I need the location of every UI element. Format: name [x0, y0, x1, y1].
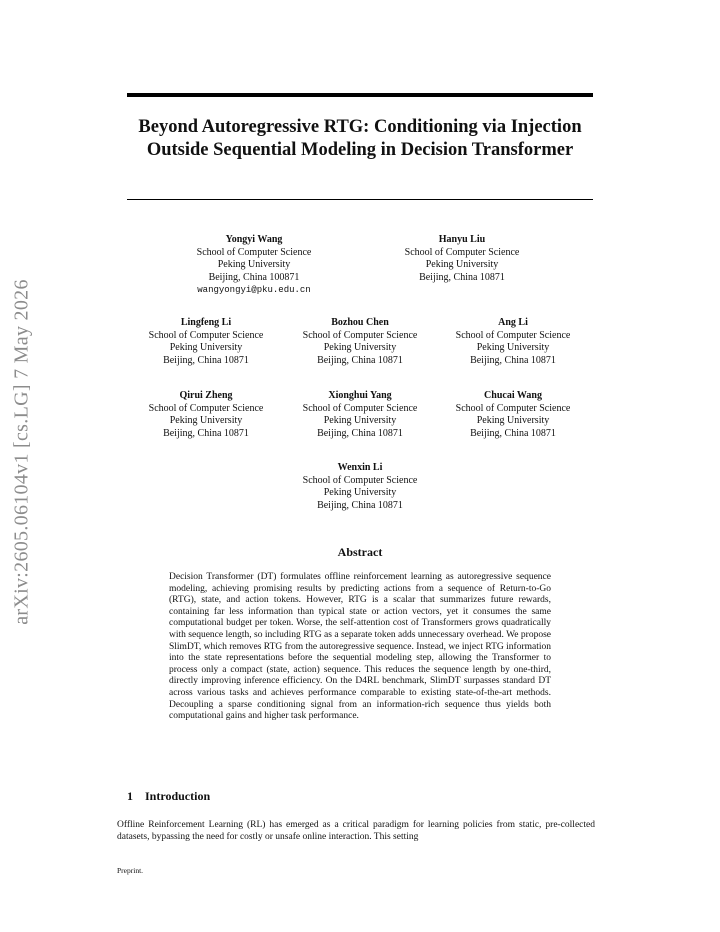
author-university: Peking University: [323, 415, 397, 426]
author-location: Beijing, China 10871: [163, 354, 249, 366]
author-department: School of Computer Science: [455, 329, 571, 341]
author-university: Peking University: [217, 259, 291, 270]
author-location: Beijing, China 10871: [470, 427, 556, 439]
paper-title: Beyond Autoregressive RTG: Conditioning via Injection Outside Sequential Modeling in Decision Transformer: [138, 117, 582, 160]
author-name: Ang Li: [498, 317, 528, 328]
abstract-text: Decision Transformer (DT) formulates offline reinforcement learning as autoregressive sequence modeling, achieving promising results by predicting actions from a sequence of Return-to-Go (RTG), state, and action tokens. However, RTG is a scalar that summarizes future rewards, containing far less information than typical state or action vectors, yet it consumes the same computational budget per token. Worse, the self-attention cost of Transformers grows quadratically with sequence length, so including RTG as a separate token adds unnecessary overhead. We propose SlimDT, which removes RTG from the autoregressive sequence. Instead, we inject RTG information into the state representations before the sequential modeling step, allowing the Transformer to process only a compact (state, action) sequence. This reduces the sequence length by one-third, directly improving inference efficiency. On the D4RL benchmark, SlimDT surpasses standard DT across various tasks and achieves performance comparable to existing state-of-the-art methods. Decoupling a sparse conditioning signal from an information-rich sequence thus yields both computational gains and higher task performance.: [169, 572, 552, 722]
author-department: School of Computer Science: [148, 329, 264, 341]
author-location: Beijing, China 10871: [470, 354, 556, 366]
author-block: [131, 317, 281, 367]
author-university: Peking University: [425, 259, 499, 270]
author-location: Beijing, China 10871: [163, 427, 249, 439]
title-bottom-rule: [127, 199, 593, 200]
author-block: [438, 317, 588, 367]
author-name: Qirui Zheng: [179, 390, 233, 401]
author-department: School of Computer Science: [302, 474, 418, 486]
author-department: School of Computer Science: [404, 246, 520, 258]
author-location: Beijing, China 10871: [419, 271, 505, 283]
author-name: Hanyu Liu: [438, 234, 486, 245]
author-block: [285, 462, 435, 512]
author-name: Xionghui Yang: [328, 390, 392, 401]
section-title: Introduction: [145, 789, 211, 803]
author-name: Lingfeng Li: [180, 317, 232, 328]
author-location: Beijing, China 10871: [317, 354, 403, 366]
author-location: Beijing, China 100871: [208, 271, 300, 283]
author-name: Wenxin Li: [337, 462, 383, 473]
author-block: [131, 390, 281, 440]
section-heading: [127, 789, 210, 804]
author-university: Peking University: [323, 487, 397, 498]
title-top-rule: [127, 93, 593, 97]
arxiv-identifier-stamp: arXiv:2605.06104v1 [cs.LG] 7 May 2026: [10, 279, 33, 625]
author-location: Beijing, China 10871: [317, 499, 403, 511]
author-department: School of Computer Science: [302, 329, 418, 341]
author-block: [438, 390, 588, 440]
author-name: Yongyi Wang: [225, 234, 283, 245]
author-university: Peking University: [476, 342, 550, 353]
author-university: Peking University: [323, 342, 397, 353]
author-email[interactable]: wangyongyi@pku.edu.cn: [197, 285, 311, 295]
author-university: Peking University: [169, 342, 243, 353]
author-name: Bozhou Chen: [331, 317, 389, 328]
section-number: 1: [127, 789, 133, 803]
author-location: Beijing, China 10871: [317, 427, 403, 439]
author-university: Peking University: [476, 415, 550, 426]
preprint-footer: Preprint.: [117, 866, 144, 875]
author-department: School of Computer Science: [196, 246, 312, 258]
introduction-text: Offline Reinforcement Learning (RL) has emerged as a critical paradigm for learning policies from static, pre-collected datasets, bypassing the need for costly or unsafe online interaction. This setting: [117, 820, 595, 842]
author-block: [285, 317, 435, 367]
author-block: [387, 234, 537, 284]
author-block: [285, 390, 435, 440]
author-department: School of Computer Science: [455, 402, 571, 414]
author-name: Chucai Wang: [484, 390, 542, 401]
abstract-heading: Abstract: [337, 545, 383, 559]
author-department: School of Computer Science: [302, 402, 418, 414]
author-block: [179, 234, 329, 297]
author-department: School of Computer Science: [148, 402, 264, 414]
author-university: Peking University: [169, 415, 243, 426]
